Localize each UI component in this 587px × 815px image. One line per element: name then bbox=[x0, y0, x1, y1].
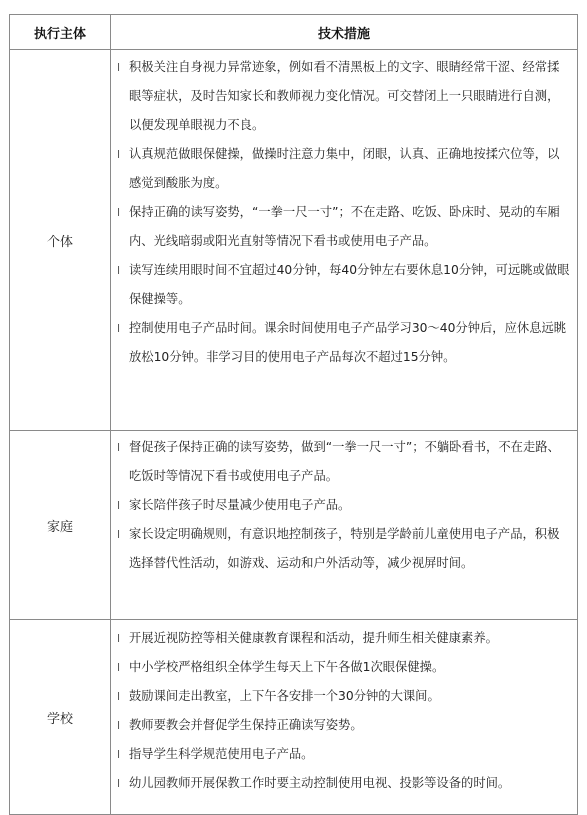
bullet-marker: l bbox=[117, 748, 121, 761]
header-row bbox=[10, 15, 578, 50]
measure-item bbox=[105, 653, 571, 682]
measure-text: 控制使用电子产品时间。课余时间使用电子产品学习30～40分钟后，应休息远眺放松10分钟。非学习目的使用电子产品每次不超过15分钟。 bbox=[129, 321, 567, 364]
measure-text: 积极关注自身视力异常迹象，例如看不清黑板上的文字、眼睛经常干涩、经常揉眼等症状，及时告知家长和教师视力变化情况。可交替闭上一只眼睛进行自测，以便发现单眼视力不良。 bbox=[129, 60, 560, 132]
measures-cell bbox=[111, 620, 578, 815]
measures-cell bbox=[111, 50, 578, 431]
measures-table bbox=[9, 14, 578, 815]
bullet-marker: l bbox=[117, 661, 121, 674]
subject-cell: 个体 bbox=[10, 50, 111, 431]
header-measures: 技术措施 bbox=[111, 15, 578, 50]
bullet-marker: l bbox=[117, 61, 121, 74]
table-row-family bbox=[10, 431, 578, 620]
measure-item bbox=[105, 491, 571, 520]
measure-text: 幼儿园教师开展保教工作时要主动控制使用电视、投影等设备的时间。 bbox=[129, 776, 511, 790]
subject-cell: 学校 bbox=[10, 620, 111, 815]
bullet-marker: l bbox=[117, 148, 121, 161]
header-subject: 执行主体 bbox=[10, 15, 111, 50]
measure-text: 家长设定明确规则，有意识地控制孩子，特别是学龄前儿童使用电子产品，积极选择替代性活动，如游戏、运动和户外活动等，减少视屏时间。 bbox=[129, 527, 560, 570]
measure-item bbox=[105, 682, 571, 711]
measure-text: 鼓励课间走出教室，上下午各安排一个30分钟的大课间。 bbox=[129, 689, 440, 703]
measure-item bbox=[105, 624, 571, 653]
measure-text: 读写连续用眼时间不宜超过40分钟，每40分钟左右要休息10分钟，可远眺或做眼保健操等。 bbox=[129, 263, 570, 306]
measure-text: 中小学校严格组织全体学生每天上下午各做1次眼保健操。 bbox=[129, 660, 445, 674]
bullet-marker: l bbox=[117, 322, 121, 335]
bullet-marker: l bbox=[117, 719, 121, 732]
measure-text: 督促孩子保持正确的读写姿势，做到“一拳一尺一寸”；不躺卧看书，不在走路、吃饭时等情况下看书或使用电子产品。 bbox=[129, 440, 560, 483]
measure-text: 家长陪伴孩子时尽量减少使用电子产品。 bbox=[129, 498, 351, 512]
bullet-marker: l bbox=[117, 777, 121, 790]
bullet-marker: l bbox=[117, 264, 121, 277]
bullet-marker: l bbox=[117, 690, 121, 703]
measure-text: 指导学生科学规范使用电子产品。 bbox=[129, 747, 314, 761]
measure-item bbox=[105, 711, 571, 740]
table-row-individual bbox=[10, 50, 578, 431]
bullet-marker: l bbox=[117, 632, 121, 645]
measure-text: 认真规范做眼保健操，做操时注意力集中，闭眼，认真、正确地按揉穴位等，以感觉到酸胀为度。 bbox=[129, 147, 560, 190]
subject-cell: 家庭 bbox=[10, 431, 111, 620]
measure-item bbox=[105, 140, 571, 198]
measure-text: 开展近视防控等相关健康教育课程和活动，提升师生相关健康素养。 bbox=[129, 631, 498, 645]
measure-item bbox=[105, 520, 571, 578]
measures-cell bbox=[111, 431, 578, 620]
measure-item bbox=[105, 314, 571, 372]
bullet-marker: l bbox=[117, 499, 121, 512]
bullet-marker: l bbox=[117, 441, 121, 454]
measure-item bbox=[105, 433, 571, 491]
measure-item bbox=[105, 198, 571, 256]
measure-item bbox=[105, 256, 571, 314]
measure-text: 教师要教会并督促学生保持正确读写姿势。 bbox=[129, 718, 363, 732]
measure-item bbox=[105, 740, 571, 769]
table-row-school bbox=[10, 620, 578, 815]
measure-text: 保持正确的读写姿势，“一拳一尺一寸”；不在走路、吃饭、卧床时、晃动的车厢内、光线暗弱或阳光直射等情况下看书或使用电子产品。 bbox=[129, 205, 560, 248]
measure-item bbox=[105, 53, 571, 140]
bullet-marker: l bbox=[117, 206, 121, 219]
measure-item bbox=[105, 769, 571, 798]
bullet-marker: l bbox=[117, 528, 121, 541]
